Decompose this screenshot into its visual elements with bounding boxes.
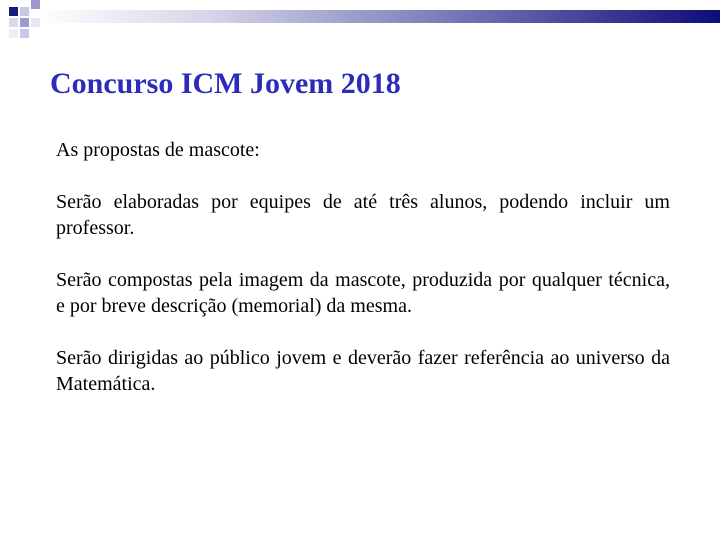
decorative-square bbox=[9, 18, 18, 27]
decorative-square bbox=[9, 29, 18, 38]
decorative-square bbox=[20, 7, 29, 16]
slide-title: Concurso ICM Jovem 2018 bbox=[50, 67, 401, 100]
body-paragraph: Serão compostas pela imagem da mascote, produzida por qualquer técnica, e por breve descrição (memorial) da mesma. bbox=[56, 269, 670, 317]
decorative-square bbox=[31, 0, 40, 9]
decorative-square bbox=[31, 18, 40, 27]
body-paragraph: As propostas de mascote: bbox=[56, 139, 260, 161]
decorative-square bbox=[9, 7, 18, 16]
slide-body bbox=[56, 137, 670, 423]
decorative-square bbox=[20, 18, 29, 27]
body-paragraph: Serão elaboradas por equipes de até três alunos, podendo incluir um professor. bbox=[56, 191, 670, 239]
decorative-header-bar bbox=[36, 10, 720, 23]
decorative-square bbox=[20, 29, 29, 38]
body-paragraph: Serão dirigidas ao público jovem e deverão fazer referência ao universo da Matemática. bbox=[56, 347, 670, 395]
